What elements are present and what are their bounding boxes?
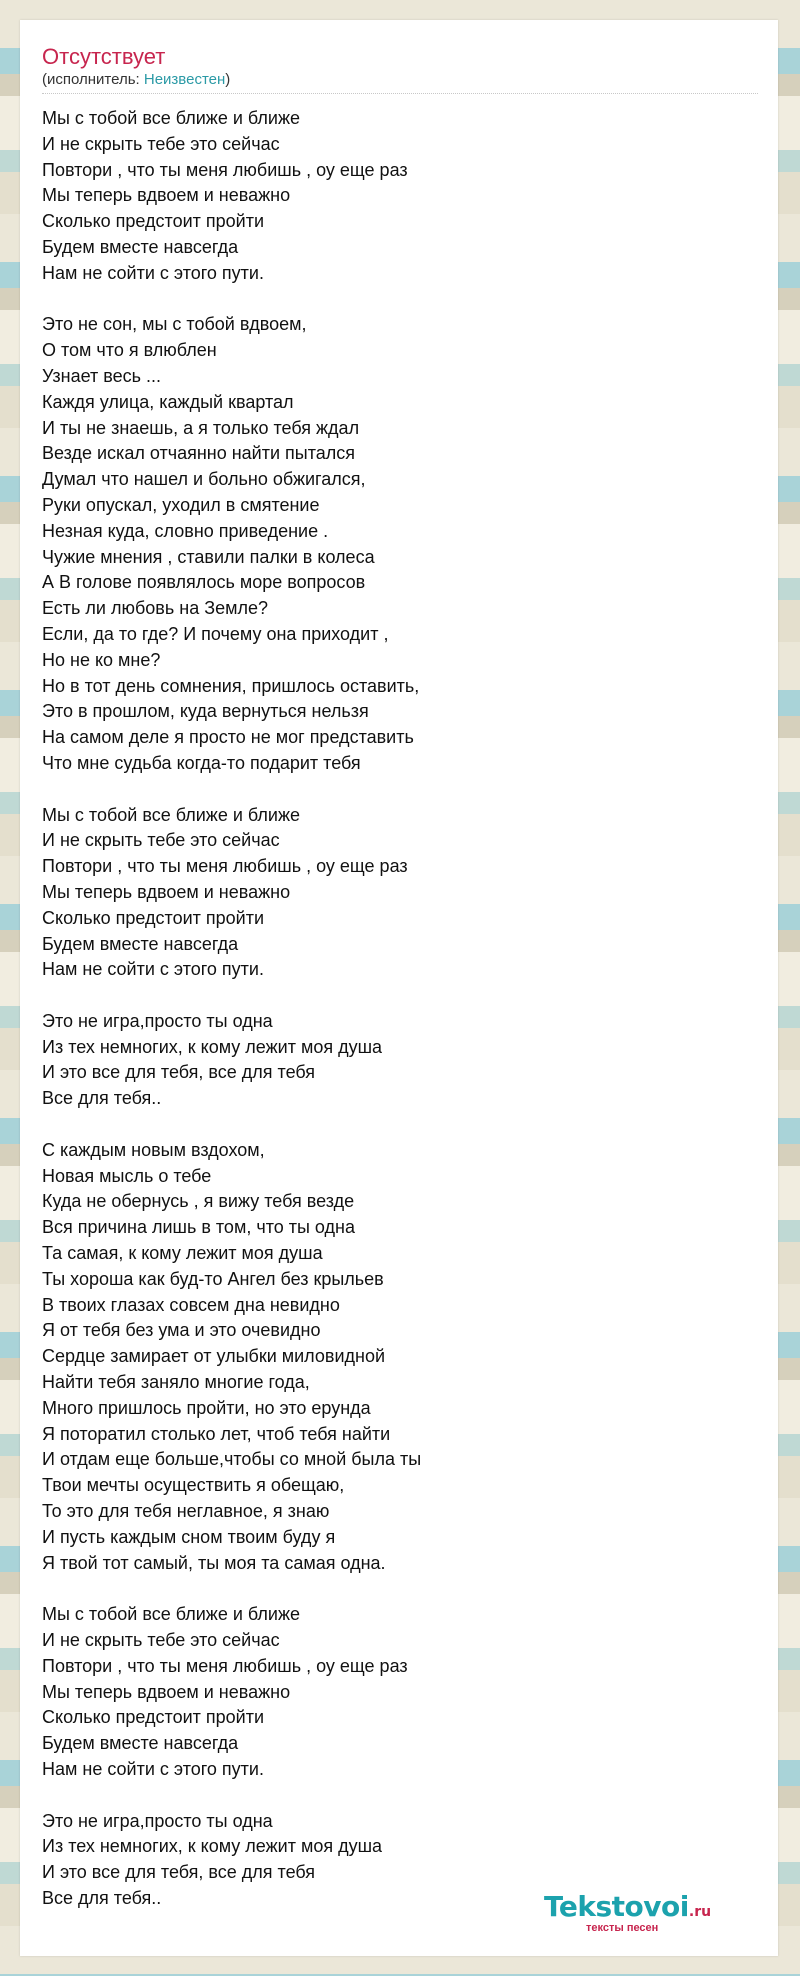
lyric-line: Это не игра,просто ты одна [42,1010,273,1031]
lyric-line: И пусть каждым сном твоим буду я [42,1526,336,1547]
lyric-line: Я твой тот самый, ты моя та самая одна. [42,1552,386,1573]
lyrics-stanza [42,312,742,776]
logo-tagline: тексты песен [586,1922,659,1934]
lyric-line: Повтори , что ты меня любишь , оу еще раз [42,159,408,180]
lyric-line: Это не сон, мы с тобой вдвоем, [42,314,307,335]
lyric-line: Думал что нашел и больно обжигался, [42,469,366,490]
lyric-line: И не скрыть тебе это сейчас [42,133,280,154]
lyric-line: Из тех немногих, к кому лежит моя душа [42,1836,383,1857]
lyric-line: И не скрыть тебе это сейчас [42,830,280,851]
artist-line [42,71,230,88]
logo-tld: .ru [688,1904,712,1920]
lyric-line: Много пришлось пройти, но это ерунда [42,1397,371,1418]
lyrics-stanza [42,1602,742,1783]
lyric-line: Сердце замирает от улыбки миловидной [42,1346,386,1367]
site-logo[interactable] [544,1890,711,1923]
lyric-line: Повтори , что ты меня любишь , оу еще раз [42,856,408,877]
lyric-line: Если, да то где? И почему она приходит , [42,623,389,644]
lyric-line: Та самая, к кому лежит моя душа [42,1243,323,1264]
lyric-line: А В голове появлялось море вопросов [42,572,366,593]
logo-name: Tekstovoi [544,1890,689,1923]
lyric-line: С каждым новым вздохом, [42,1139,265,1160]
lyric-line: Будем вместе навсегда [42,933,239,954]
lyric-line: Будем вместе навсегда [42,236,239,257]
lyric-line: Нам не сойти с этого пути. [42,262,264,283]
lyric-line: На самом деле я просто не мог представить [42,727,414,748]
lyric-line: Из тех немногих, к кому лежит моя душа [42,1036,383,1057]
lyrics-stanza [42,106,742,287]
lyric-line: Это не игра,просто ты одна [42,1810,273,1831]
lyric-line: Везде искал отчаянно найти пытался [42,443,356,464]
lyric-line: Есть ли любовь на Земле? [42,598,268,619]
lyric-line: Нам не сойти с этого пути. [42,1759,264,1779]
lyric-line: Все для тебя.. [42,1088,162,1109]
lyric-line: Чужие мнения , ставили палки в колеса [42,546,375,567]
lyric-line: Я поторатил столько лет, чтоб тебя найти [42,1423,391,1444]
lyrics-card [20,20,778,1956]
lyric-line: Мы теперь вдвоем и неважно [42,881,291,902]
lyric-line: В твоих глазах совсем дна невидно [42,1294,340,1315]
lyric-line: Мы теперь вдвоем и неважно [42,185,291,206]
artist-suffix: ) [225,71,231,88]
song-title: Отсутствует [42,44,166,69]
lyric-line: Что мне судьба когда-то подарит тебя [42,752,361,773]
lyric-line: Сколько предстоит пройти [42,1707,265,1728]
lyric-line: Нам не сойти с этого пути. [42,959,264,980]
lyric-line: Вся причина лишь в том, что ты одна [42,1217,356,1238]
lyrics-text [42,106,742,1912]
lyric-line: Это в прошлом, куда вернуться нельзя [42,701,369,722]
lyric-line: Но не ко мне? [42,649,161,670]
lyric-line: Куда не обернусь , я вижу тебя везде [42,1191,355,1212]
lyric-line: Я от тебя без ума и это очевидно [42,1320,321,1341]
lyric-line: И это все для тебя, все для тебя [42,1062,316,1083]
title-divider [42,93,758,94]
lyric-line: Мы с тобой все ближе и ближе [42,1604,301,1625]
lyric-line: Каждя улица, каждый квартал [42,391,294,412]
lyric-line: И не скрыть тебе это сейчас [42,1630,280,1651]
lyric-line: И ты не знаешь, а я только тебя ждал [42,417,360,438]
lyric-line: Но в тот день сомнения, пришлось оставить, [42,675,420,696]
lyric-line: Узнает весь ... [42,365,162,386]
lyric-line: И отдам еще больше,чтобы со мной была ты [42,1449,422,1470]
lyric-line: Сколько предстоит пройти [42,211,265,232]
lyric-line: Новая мысль о тебе [42,1165,212,1186]
lyrics-stanza [42,1138,742,1577]
lyric-line: То это для тебя неглавное, я знаю [42,1501,330,1522]
lyric-line: Мы с тобой все ближе и ближе [42,108,301,128]
lyric-line: Все для тебя.. [42,1887,162,1908]
lyric-line: Ты хороша как буд-то Ангел без крыльев [42,1268,384,1289]
artist-prefix: (исполнитель: [42,71,144,88]
lyrics-stanza [42,803,742,984]
lyric-line: Найти тебя заняло многие года, [42,1372,310,1393]
lyric-line: О том что я влюблен [42,340,217,361]
lyric-line: И это все для тебя, все для тебя [42,1862,316,1883]
lyric-line: Сколько предстоит пройти [42,907,265,928]
lyric-line: Твои мечты осуществить я обещаю, [42,1475,345,1496]
lyrics-stanza [42,1009,742,1112]
artist-link[interactable]: Неизвестен [143,71,226,88]
lyric-line: Повтори , что ты меня любишь , оу еще раз [42,1655,408,1676]
lyric-line: Незная куда, словно приведение . [42,520,329,541]
lyric-line: Мы с тобой все ближе и ближе [42,804,301,825]
lyric-line: Руки опускал, уходил в смятение [42,494,320,515]
lyric-line: Будем вместе навсегда [42,1733,239,1754]
lyric-line: Мы теперь вдвоем и неважно [42,1681,291,1702]
